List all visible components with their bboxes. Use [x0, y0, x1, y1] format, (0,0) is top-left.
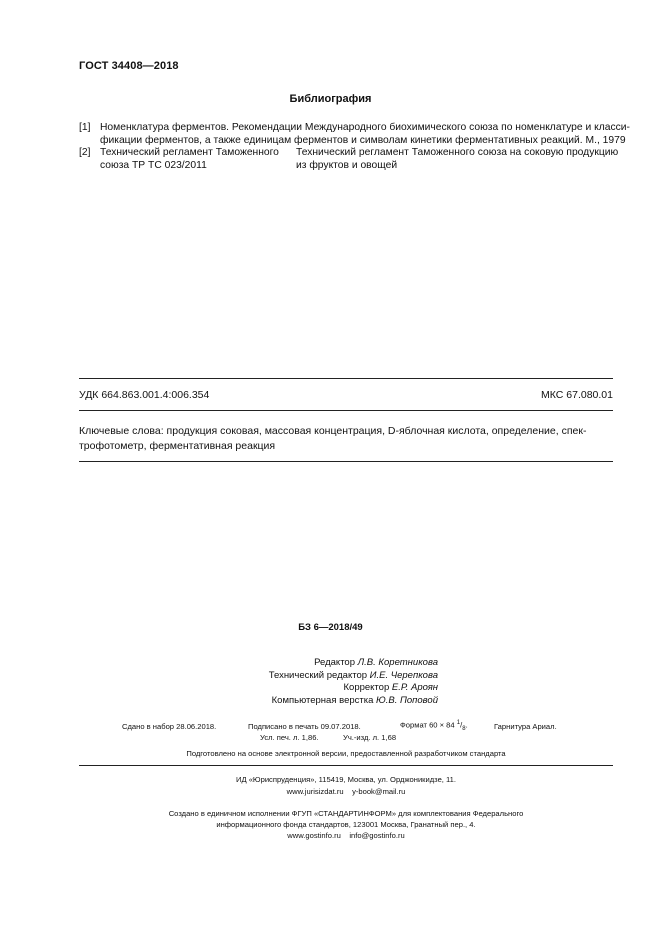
publisher-email-link[interactable]: y-book@mail.ru — [352, 787, 406, 796]
gostinfo-email-link[interactable]: info@gostinfo.ru — [349, 831, 405, 840]
credit-name: И.Е. Черепкова — [369, 669, 438, 681]
submitted-date: Сдано в набор 28.06.2018. — [122, 722, 217, 731]
bz-number: БЗ 6—2018/49 — [298, 622, 363, 633]
keywords-line-1: Ключевые слова: продукция соковая, массовая концентрация, D-яблочная кислота, определение, спек- — [79, 425, 587, 437]
bib-item-2-left-2: союза ТР ТС 023/2011 — [100, 160, 207, 171]
publisher-site-link[interactable]: www.jurisizdat.ru — [286, 787, 344, 796]
keywords-divider — [79, 461, 613, 462]
credit-role: Компьютерная верстка — [271, 694, 374, 706]
gostinfo-site-link[interactable]: www.gostinfo.ru — [287, 831, 341, 840]
credit-role: Технический редактор — [268, 669, 368, 681]
bib-item-1-line-2: фикации ферментов, а также единицам ферментов и символам кинетики ферментативных реакций. М., 1979 — [100, 135, 626, 146]
gostinfo-contacts — [79, 830, 613, 841]
credit-role: Корректор — [343, 682, 390, 693]
imprint-divider — [79, 765, 613, 766]
standard-number: ГОСТ 34408—2018 — [79, 60, 179, 72]
format-prefix: Формат 60 × 84 — [400, 720, 455, 730]
bib-item-2-left-1: Технический регламент Таможенного — [100, 147, 279, 158]
bib-item-2-right-2: из фруктов и овощей — [296, 160, 398, 171]
credit-role: Редактор — [314, 657, 356, 668]
typeface: Гарнитура Ариал. — [494, 722, 557, 731]
format-numerator: 1 — [456, 720, 461, 726]
print-sheets: Усл. печ. л. 1,86. — [260, 733, 319, 742]
signed-date: Подписано в печать 09.07.2018. — [248, 722, 361, 731]
format: Формат 60 × 84 $^1/_8$. — [400, 720, 468, 733]
udk-divider — [79, 410, 613, 411]
publisher-contacts — [79, 786, 613, 797]
format-denominator: 8 — [462, 726, 466, 733]
credit-name: Ю.В. Поповой — [376, 694, 438, 706]
prepared-note: Подготовлено на основе электронной версии, предоставленной разработчиком стандарта — [186, 749, 506, 758]
credit-name: Е.Р. Ароян — [391, 682, 438, 693]
udk-code: УДК 664.863.001.4:006.354 — [79, 389, 210, 401]
top-divider — [79, 378, 613, 379]
credit-editor — [150, 657, 438, 670]
keywords-line-2: трофотометр, ферментативная реакция — [79, 440, 276, 452]
bibliography-title: Библиография — [289, 93, 372, 105]
bib-item-1-number: [1] — [79, 122, 91, 133]
credit-corrector — [150, 682, 438, 695]
publisher-address: ИД «Юриспруденция», 115419, Москва, ул. Орджоникидзе, 11. — [235, 775, 457, 784]
pub-sheets: Уч.-изд. л. 1,68 — [343, 733, 397, 742]
credit-name: Л.В. Коретникова — [357, 657, 438, 668]
created-line-1: Создано в единичном исполнении ФГУП «СТАНДАРТИНФОРМ» для комплектования Федерального — [168, 809, 524, 818]
bib-item-2-number: [2] — [79, 147, 91, 158]
mks-code: МКС 67.080.01 — [541, 389, 613, 401]
bib-item-1-line-1: Номенклатура ферментов. Рекомендации Международного биохимического союза по номенклатуре и класси- — [100, 122, 630, 133]
bib-item-2-right-1: Технический регламент Таможенного союза на соковую продукцию — [296, 147, 619, 158]
credit-tech-editor — [150, 670, 438, 683]
credit-layout — [150, 695, 438, 708]
created-line-2: информационного фонда стандартов, 123001 Москва, Гранатный пер., 4. — [216, 820, 476, 829]
keywords — [79, 424, 619, 454]
